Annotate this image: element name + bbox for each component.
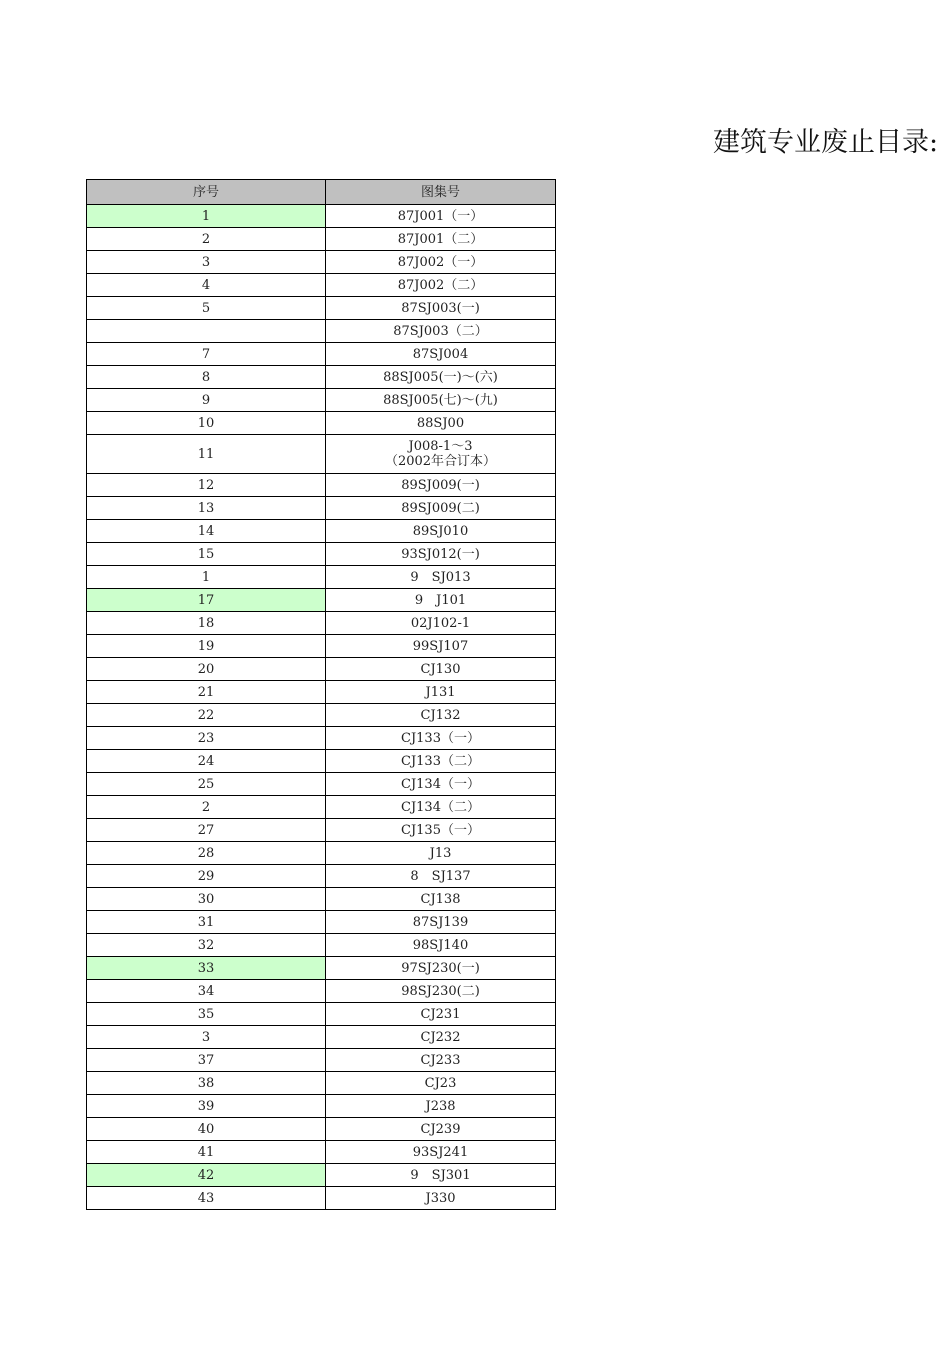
table-row [87,520,556,543]
header-seq[interactable]: 序号 [87,180,326,205]
seq-cell[interactable]: 25 [87,773,326,796]
code-cell[interactable]: J330 [326,1187,556,1210]
table-header-row [87,180,556,205]
table-row [87,934,556,957]
seq-cell[interactable]: 31 [87,911,326,934]
table-row [87,980,556,1003]
seq-cell[interactable]: 27 [87,819,326,842]
seq-cell[interactable]: 15 [87,543,326,566]
table-row [87,566,556,589]
seq-cell[interactable]: 23 [87,727,326,750]
seq-cell[interactable]: 8 [87,366,326,389]
code-cell[interactable]: CJ231 [326,1003,556,1026]
code-cell[interactable]: 93SJ012(一) [326,543,556,566]
code-cell[interactable]: CJ135（一） [326,819,556,842]
table-row [87,842,556,865]
title-suffix: : [929,127,939,158]
code-cell[interactable]: CJ130 [326,658,556,681]
code-cell[interactable]: CJ133（二） [326,750,556,773]
seq-cell[interactable]: 14 [87,520,326,543]
table-row [87,297,556,320]
code-cell[interactable]: 87J002（一） [326,251,556,274]
table-row [87,865,556,888]
table-row [87,773,556,796]
table-row [87,1049,556,1072]
seq-cell[interactable]: 1 [87,205,326,228]
table-row [87,497,556,520]
seq-cell[interactable]: 7 [87,343,326,366]
table-row [87,435,556,474]
table-row [87,658,556,681]
code-cell[interactable]: CJ232 [326,1026,556,1049]
code-cell[interactable]: 87J001（一） [326,205,556,228]
seq-cell[interactable]: 19 [87,635,326,658]
code-cell[interactable]: J238 [326,1095,556,1118]
table-row [87,1095,556,1118]
seq-cell[interactable]: 39 [87,1095,326,1118]
table-row [87,1026,556,1049]
seq-cell[interactable]: 43 [87,1187,326,1210]
table-row [87,1164,556,1187]
seq-cell[interactable]: 28 [87,842,326,865]
table-row [87,704,556,727]
code-cell[interactable]: J13 [326,842,556,865]
code-cell[interactable]: 98SJ140 [326,934,556,957]
code-cell[interactable]: 87J002（二） [326,274,556,297]
seq-cell[interactable]: 32 [87,934,326,957]
seq-cell[interactable]: 18 [87,612,326,635]
seq-cell[interactable]: 30 [87,888,326,911]
abolished-atlas-table [86,179,556,1210]
code-line-1: J008-1～3 [408,439,473,454]
table-row [87,1187,556,1210]
code-cell[interactable]: J131 [326,681,556,704]
code-cell[interactable]: CJ23 [326,1072,556,1095]
seq-cell[interactable]: 10 [87,412,326,435]
seq-cell[interactable]: 1 [87,566,326,589]
seq-cell[interactable]: 34 [87,980,326,1003]
code-cell[interactable]: 89SJ010 [326,520,556,543]
code-cell[interactable]: 97SJ230(一) [326,957,556,980]
table-row [87,320,556,343]
seq-cell[interactable]: 17 [87,589,326,612]
table-row [87,366,556,389]
seq-cell[interactable]: 5 [87,297,326,320]
table-row [87,589,556,612]
table-row [87,389,556,412]
table-body [87,205,556,1210]
seq-cell[interactable]: 3 [87,1026,326,1049]
seq-cell[interactable]: 3 [87,251,326,274]
code-cell[interactable]: 99SJ107 [326,635,556,658]
seq-cell[interactable]: 12 [87,474,326,497]
seq-cell[interactable]: 33 [87,957,326,980]
table-row [87,412,556,435]
code-cell[interactable]: CJ132 [326,704,556,727]
seq-cell[interactable]: 20 [87,658,326,681]
code-cell[interactable]: 88SJ00 [326,412,556,435]
code-cell[interactable]: CJ138 [326,888,556,911]
seq-cell[interactable] [87,320,326,343]
table-row [87,681,556,704]
seq-cell[interactable]: 42 [87,1164,326,1187]
code-cell[interactable]: CJ134（一） [326,773,556,796]
seq-cell[interactable]: 40 [87,1118,326,1141]
seq-cell[interactable]: 38 [87,1072,326,1095]
page-title [713,120,938,159]
seq-cell[interactable]: 29 [87,865,326,888]
code-cell[interactable]: 88SJ005(七)～(九) [326,389,556,412]
table-row [87,911,556,934]
code-cell[interactable] [326,435,556,474]
table-row [87,228,556,251]
seq-cell[interactable]: 41 [87,1141,326,1164]
table-row [87,1003,556,1026]
table-row [87,251,556,274]
header-code[interactable]: 图集号 [326,180,556,205]
code-cell[interactable]: 87SJ139 [326,911,556,934]
code-cell[interactable]: 87SJ003(一) [326,297,556,320]
table-row [87,635,556,658]
code-cell[interactable]: 89SJ009(一) [326,474,556,497]
code-cell[interactable]: CJ134（二） [326,796,556,819]
code-cell[interactable]: CJ133（一） [326,727,556,750]
seq-cell[interactable]: 24 [87,750,326,773]
table-row [87,205,556,228]
code-cell[interactable]: 9 SJ013 [326,566,556,589]
table-row [87,274,556,297]
code-cell[interactable]: 93SJ241 [326,1141,556,1164]
code-cell[interactable]: 87J001（二） [326,228,556,251]
table-row [87,819,556,842]
table-row [87,343,556,366]
table-row [87,543,556,566]
title-text: 建筑专业废止目录 [713,127,929,158]
code-cell[interactable]: 89SJ009(二) [326,497,556,520]
table-row [87,727,556,750]
table-row [87,888,556,911]
table-row [87,612,556,635]
seq-cell[interactable]: 37 [87,1049,326,1072]
code-cell[interactable]: 8 SJ137 [326,865,556,888]
seq-cell[interactable]: 22 [87,704,326,727]
code-cell[interactable]: 88SJ005(一)～(六) [326,366,556,389]
table-row [87,750,556,773]
table-row [87,796,556,819]
seq-cell[interactable]: 4 [87,274,326,297]
code-cell[interactable]: 9 J101 [326,589,556,612]
code-cell[interactable]: CJ233 [326,1049,556,1072]
code-cell[interactable]: 02J102-1 [326,612,556,635]
table-row [87,957,556,980]
seq-cell[interactable]: 2 [87,796,326,819]
seq-cell[interactable]: 13 [87,497,326,520]
code-cell[interactable]: CJ239 [326,1118,556,1141]
seq-cell[interactable]: 9 [87,389,326,412]
seq-cell[interactable]: 11 [87,435,326,474]
seq-cell[interactable]: 2 [87,228,326,251]
code-line-2: （2002年合订本） [384,454,497,469]
code-cell[interactable]: 98SJ230(二) [326,980,556,1003]
code-cell[interactable]: 9 SJ301 [326,1164,556,1187]
table-row [87,1141,556,1164]
seq-cell[interactable]: 21 [87,681,326,704]
code-cell[interactable]: 87SJ003（二） [326,320,556,343]
code-cell[interactable]: 87SJ004 [326,343,556,366]
table-row [87,1072,556,1095]
table-row [87,474,556,497]
seq-cell[interactable]: 35 [87,1003,326,1026]
table-row [87,1118,556,1141]
